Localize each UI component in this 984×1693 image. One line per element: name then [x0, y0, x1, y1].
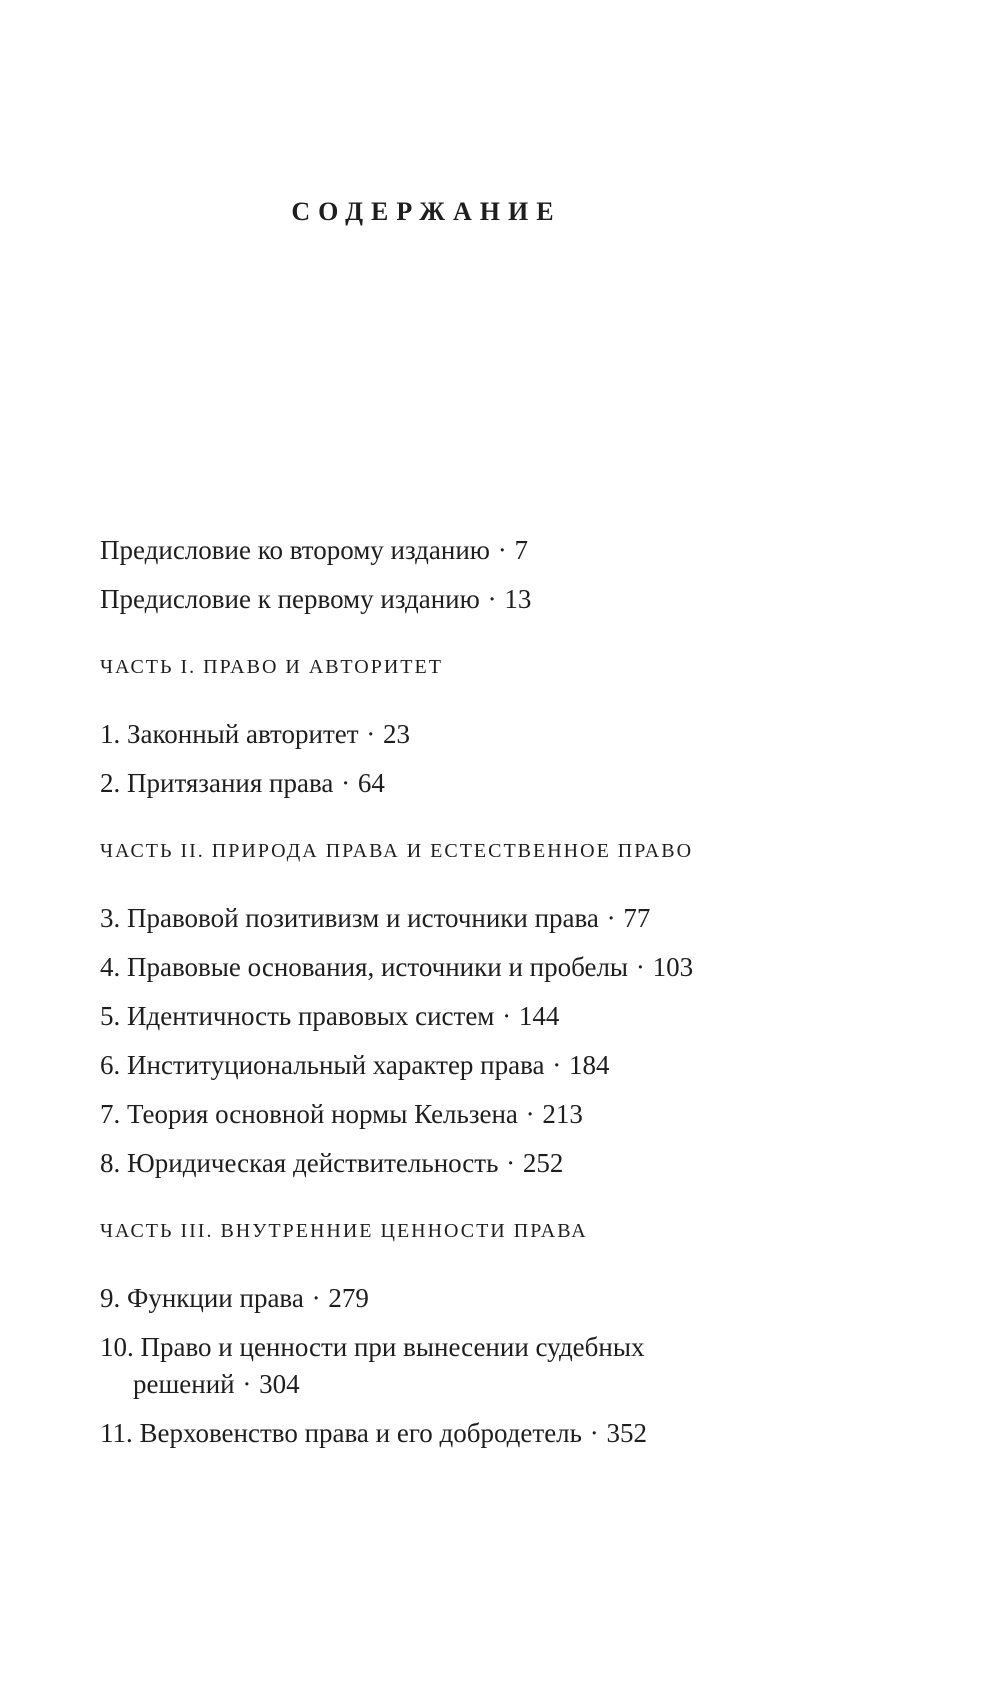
entry-separator: ·	[606, 903, 616, 933]
entry-number: 1.	[100, 719, 121, 749]
entry-page-number: 103	[652, 952, 694, 982]
entry-title: Теория основной нормы Кельзена	[127, 1099, 518, 1129]
entry-page-number: 279	[328, 1283, 369, 1313]
entry-page-number: 252	[522, 1148, 564, 1178]
entry-separator: ·	[341, 768, 351, 798]
toc-entry-ch11	[100, 1415, 745, 1452]
entry-title: Предисловие ко второму изданию	[100, 535, 490, 565]
entry-separator: ·	[487, 584, 497, 614]
entry-page-number: 184	[569, 1050, 610, 1080]
entry-page-number: 77	[623, 903, 651, 933]
entry-title: Законный авторитет	[127, 719, 359, 749]
entry-page-number: 144	[518, 1001, 560, 1031]
toc-entry-ch3	[100, 900, 745, 937]
toc-entry-ch8	[100, 1145, 745, 1182]
entry-title: Притязания права	[127, 768, 334, 798]
toc-entry-ch6	[100, 1047, 745, 1084]
toc-entry-ch5	[100, 998, 745, 1035]
toc-entry-preface-2nd-edition	[100, 532, 745, 569]
entry-separator: ·	[311, 1283, 321, 1313]
entry-page-number: 304	[259, 1369, 300, 1399]
entry-number: 7.	[100, 1099, 121, 1129]
entry-title: Правовые основания, источники и пробелы	[127, 952, 629, 982]
toc-page	[100, 0, 745, 1452]
toc-entry-ch2	[100, 765, 745, 802]
entry-separator: ·	[366, 719, 376, 749]
entry-title: Предисловие к первому изданию	[100, 584, 480, 614]
entry-title: Функции права	[127, 1283, 304, 1313]
entry-separator: ·	[506, 1148, 516, 1178]
entry-separator: ·	[525, 1099, 535, 1129]
toc-entry-ch10	[100, 1329, 745, 1403]
toc-part-heading-2: ЧАСТЬ II. ПРИРОДА ПРАВА И ЕСТЕСТВЕННОЕ ПРАВО	[100, 840, 694, 862]
entry-page-number: 13	[504, 584, 532, 614]
entry-title: Юридическая действительность	[127, 1148, 499, 1178]
entry-title: Верховенство права и его добродетель	[139, 1418, 582, 1448]
entry-page-number: 352	[606, 1418, 647, 1448]
entry-number: 11.	[100, 1418, 133, 1448]
entry-number: 4.	[100, 952, 121, 982]
toc-entry-ch9	[100, 1280, 745, 1317]
entry-title: Правовой позитивизм и источники права	[127, 903, 599, 933]
entry-number: 2.	[100, 768, 121, 798]
entry-separator: ·	[635, 952, 645, 982]
entry-number: 9.	[100, 1283, 121, 1313]
entry-page-number: 213	[542, 1099, 583, 1129]
toc-entry-ch1	[100, 716, 745, 753]
entry-number: 6.	[100, 1050, 121, 1080]
entry-separator: ·	[589, 1418, 599, 1448]
entry-separator: ·	[502, 1001, 512, 1031]
entry-page-number: 7	[514, 535, 528, 565]
entry-page-number: 23	[383, 719, 411, 749]
toc-part-heading-3: ЧАСТЬ III. ВНУТРЕННИЕ ЦЕННОСТИ ПРАВА	[100, 1220, 588, 1242]
toc-entry-ch4	[100, 949, 745, 986]
toc-entry-ch7	[100, 1096, 745, 1133]
entry-title: Институциональный характер права	[127, 1050, 545, 1080]
page-title: СОДЕРЖАНИЕ	[291, 197, 562, 226]
entry-separator: ·	[497, 535, 507, 565]
entry-separator: ·	[552, 1050, 562, 1080]
entry-number: 5.	[100, 1001, 121, 1031]
toc-entry-preface-1st-edition	[100, 581, 745, 618]
entry-page-number: 64	[357, 768, 385, 798]
entry-separator: ·	[242, 1369, 252, 1399]
entry-title: Право и ценности при вынесении судебных решений	[133, 1332, 645, 1399]
entry-title: Идентичность правовых систем	[127, 1001, 495, 1031]
entry-number: 10.	[100, 1332, 134, 1362]
toc-part-heading-1: ЧАСТЬ I. ПРАВО И АВТОРИТЕТ	[100, 656, 443, 678]
entry-number: 8.	[100, 1148, 121, 1178]
entry-number: 3.	[100, 903, 121, 933]
